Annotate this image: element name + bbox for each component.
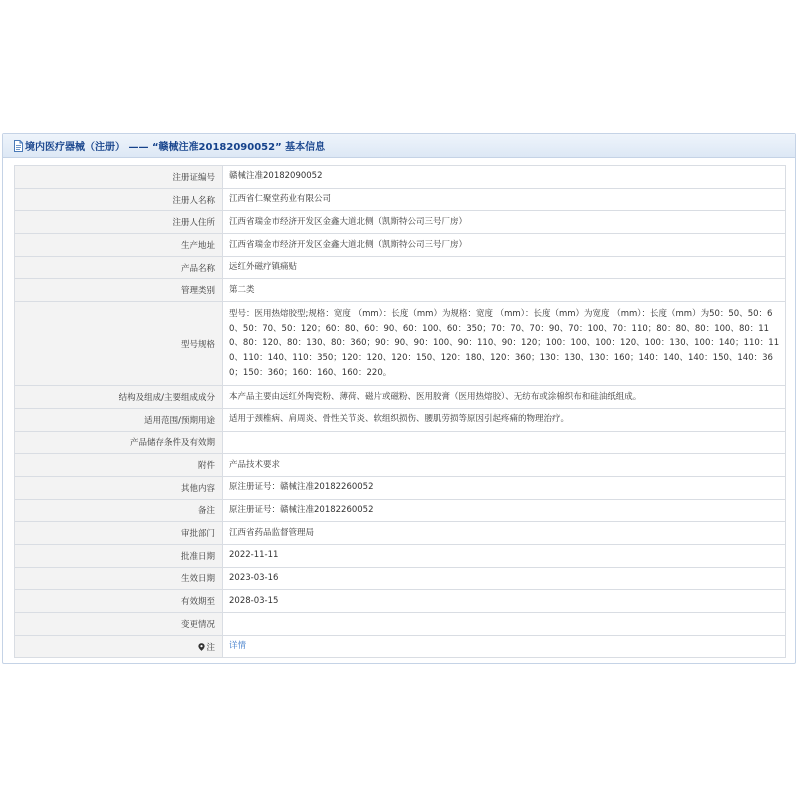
- table-row: [15, 544, 786, 567]
- row-label: 变更情况: [15, 613, 223, 636]
- table-row: [15, 234, 786, 257]
- row-label: 注册人住所: [15, 211, 223, 234]
- table-row: [15, 188, 786, 211]
- detail-table: [14, 165, 786, 658]
- row-value: [223, 613, 786, 636]
- row-value: 江西省仁聚堂药业有限公司: [223, 188, 786, 211]
- row-label: 注册人名称: [15, 188, 223, 211]
- table-row: [15, 302, 786, 386]
- row-value: [223, 431, 786, 454]
- table-row: [15, 635, 786, 658]
- row-label: 型号规格: [15, 302, 223, 386]
- row-label: 管理类别: [15, 279, 223, 302]
- row-label: 审批部门: [15, 522, 223, 545]
- pin-icon: [198, 643, 205, 651]
- table-row: [15, 386, 786, 409]
- detail-table-wrap: [14, 165, 786, 658]
- info-panel: [2, 133, 796, 664]
- table-row: [15, 476, 786, 499]
- table-row: [15, 279, 786, 302]
- table-row: [15, 256, 786, 279]
- row-value: 第二类: [223, 279, 786, 302]
- table-row: [15, 211, 786, 234]
- row-value: 2028-03-15: [223, 590, 786, 613]
- row-label: 结构及组成/主要组成成分: [15, 386, 223, 409]
- row-value: 原注册证号：赣械注准20182260052: [223, 476, 786, 499]
- row-label: 备注: [15, 499, 223, 522]
- row-label: 适用范围/预期用途: [15, 408, 223, 431]
- row-label: 生效日期: [15, 567, 223, 590]
- row-value: 型号：医用热熔胶型;规格：宽度 （mm）：长度（mm）为规格：宽度 （mm）：长度（mm）为宽度 （mm）：长度（mm）为50：50、50：60、50：70、50：120；60：80、60：90、60：100、60：350；70：70、70：90、70：100、70：110；80：80、80：100、80：110、80：120、80：130、80：360；90：90、90：100、90：110、90：120；100：100、100：120、100：130、100：140；110：110、110：140、110：350；120：120、120：150、120：180、120：360；130：130、130：160；140：140、140：150、140：360；150：360；160：160、160：220。: [223, 302, 786, 386]
- table-row: [15, 408, 786, 431]
- panel-header: [3, 134, 795, 158]
- table-row: [15, 431, 786, 454]
- row-label: 产品储存条件及有效期: [15, 431, 223, 454]
- row-label: 批准日期: [15, 544, 223, 567]
- row-label: 注册证编号: [15, 166, 223, 189]
- row-value: 2023-03-16: [223, 567, 786, 590]
- note-label: [15, 635, 223, 658]
- row-label: 其他内容: [15, 476, 223, 499]
- row-value: 远红外磁疗镇痛贴: [223, 256, 786, 279]
- row-value: 原注册证号：赣械注准20182260052: [223, 499, 786, 522]
- table-row: [15, 590, 786, 613]
- row-value: 江西省瑞金市经济开发区金鑫大道北侧（凯斯特公司三号厂房）: [223, 234, 786, 257]
- page-title: 境内医疗器械（注册） —— “赣械注准20182090052” 基本信息: [25, 142, 326, 153]
- table-row: [15, 522, 786, 545]
- table-row: [15, 454, 786, 477]
- note-label-text: 注: [206, 642, 215, 653]
- row-value: 适用于颈椎病、肩周炎、骨性关节炎、软组织损伤、腰肌劳损等原因引起疼痛的物理治疗。: [223, 408, 786, 431]
- document-icon: [13, 140, 24, 152]
- table-row: [15, 499, 786, 522]
- row-label: 生产地址: [15, 234, 223, 257]
- table-row: [15, 613, 786, 636]
- table-row: [15, 166, 786, 189]
- details-link[interactable]: 详情: [229, 641, 247, 652]
- row-value: [223, 635, 786, 658]
- row-label: 有效期至: [15, 590, 223, 613]
- row-value: 产品技术要求: [223, 454, 786, 477]
- row-value: 江西省瑞金市经济开发区金鑫大道北侧（凯斯特公司三号厂房）: [223, 211, 786, 234]
- table-row: [15, 567, 786, 590]
- row-label: 附件: [15, 454, 223, 477]
- row-value: 赣械注准20182090052: [223, 166, 786, 189]
- row-label: 产品名称: [15, 256, 223, 279]
- row-value: 2022-11-11: [223, 544, 786, 567]
- row-value: 本产品主要由远红外陶瓷粉、薄荷、磁片或磁粉、医用胶膏（医用热熔胶）、无纺布或涂棉织布和硅油纸组成。: [223, 386, 786, 409]
- row-value: 江西省药品监督管理局: [223, 522, 786, 545]
